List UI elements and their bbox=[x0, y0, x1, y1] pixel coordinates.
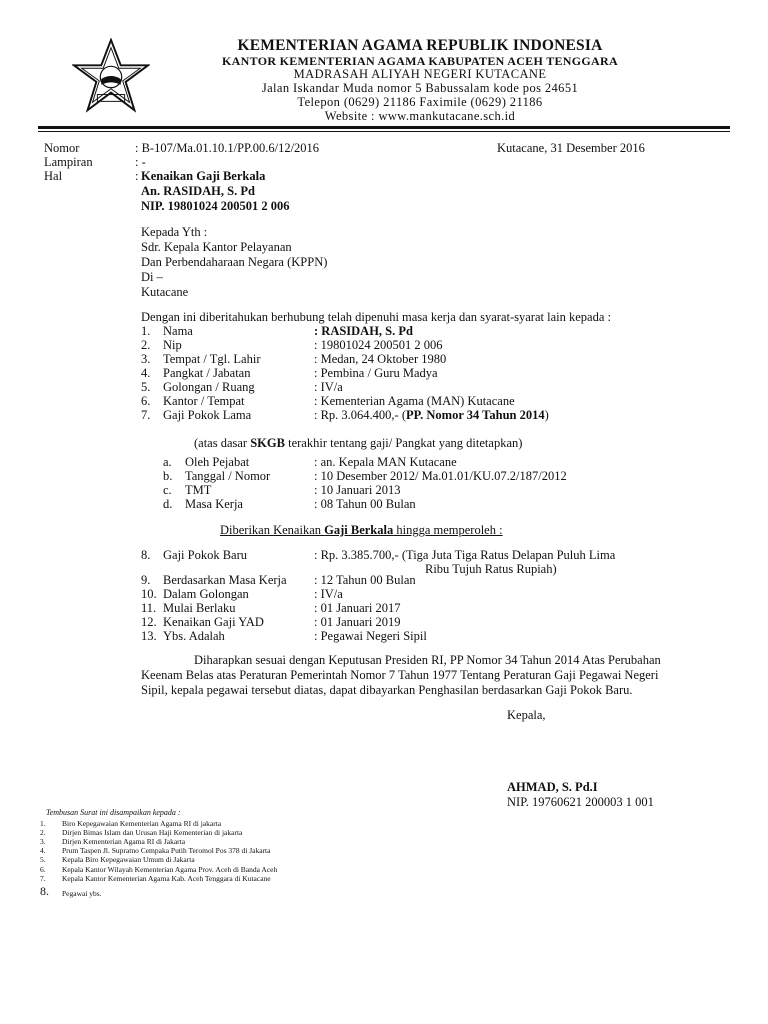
cc-number: 1. bbox=[40, 819, 46, 828]
cc-number: 5. bbox=[40, 855, 46, 864]
cc-item: Kepala Kantor Wilayah Kementerian Agama Prov. Aceh di Banda Aceh bbox=[62, 865, 278, 874]
recipient-city: Kutacane bbox=[141, 285, 189, 299]
cc-item: Kepala Biro Kepegawaian Umum di Jakarta bbox=[62, 855, 195, 864]
sub-item-value: : 08 Tahun 00 Bulan bbox=[314, 497, 416, 511]
letterhead-divider-thick bbox=[38, 126, 730, 129]
item-label: Gaji Pokok Lama bbox=[163, 408, 252, 422]
item-number: 6. bbox=[141, 394, 151, 408]
nomor-label: Nomor bbox=[44, 141, 80, 155]
basis-note: (atas dasar SKGB terakhir tentang gaji/ Pangkat yang ditetapkan) bbox=[194, 436, 523, 450]
sub-item-label: TMT bbox=[185, 483, 212, 497]
letterhead-divider-thin bbox=[38, 131, 730, 132]
hal-label: Hal bbox=[44, 169, 63, 183]
cc-number: 3. bbox=[40, 837, 46, 846]
sub-item-value: : 10 Januari 2013 bbox=[314, 483, 401, 497]
cc-title: Tembusan Surat ini disampaikan kepada : bbox=[46, 808, 181, 817]
item-number: 8. bbox=[141, 548, 151, 562]
item-label: Pangkat / Jabatan bbox=[163, 366, 251, 380]
hal-name: An. RASIDAH, S. Pd bbox=[141, 184, 255, 198]
item-number: 1. bbox=[141, 324, 151, 338]
item-value: : Medan, 24 Oktober 1980 bbox=[314, 352, 447, 366]
signatory-name: AHMAD, S. Pd.I bbox=[507, 780, 598, 794]
item-value: : 19801024 200501 2 006 bbox=[314, 338, 443, 352]
item-number: 12. bbox=[141, 615, 157, 629]
letterhead-website: Website : www.mankutacane.sch.id bbox=[324, 109, 516, 123]
item-label: Nama bbox=[163, 324, 193, 338]
item-value: : 01 Januari 2019 bbox=[314, 615, 401, 629]
closing-line-1: Diharapkan sesuai dengan Keputusan Presiden RI, PP Nomor 34 Tahun 2014 Atas Perubahan bbox=[194, 653, 661, 667]
nomor-value: : B-107/Ma.01.10.1/PP.00.6/12/2016 bbox=[135, 141, 320, 155]
sub-item-letter: d. bbox=[163, 497, 173, 511]
letterhead-office: KANTOR KEMENTERIAN AGAMA KABUPATEN ACEH TENGGARA bbox=[222, 54, 618, 68]
item-value: : Rp. 3.064.400,- (PP. Nomor 34 Tahun 2014) bbox=[314, 408, 549, 422]
lampiran-label: Lampiran bbox=[44, 155, 93, 169]
cc-item: Kepala Kantor Kementerian Agama Kab. Aceh Tenggara di Kutacane bbox=[62, 874, 271, 883]
item-number: 11. bbox=[141, 601, 157, 615]
letterhead-phone: Telepon (0629) 21186 Faximile (0629) 21186 bbox=[297, 95, 543, 109]
intro-text: Dengan ini diberitahukan berhubung telah dipenuhi masa kerja dan syarat-syarat lain kepada : bbox=[141, 310, 611, 324]
item-value: : Pembina / Guru Madya bbox=[314, 366, 438, 380]
cc-item: Dirjen Bimas Islam dan Urusan Haji Kementerian di jakarta bbox=[62, 828, 243, 837]
lampiran-value: : - bbox=[135, 155, 146, 169]
item-label: Golongan / Ruang bbox=[163, 380, 255, 394]
item-label: Mulai Berlaku bbox=[163, 601, 236, 615]
cc-item: Dirjen Kementerian Agama RI di Jakarta bbox=[62, 837, 186, 846]
cc-item: Pegawai ybs. bbox=[62, 889, 102, 898]
sub-item-letter: c. bbox=[163, 483, 172, 497]
kemenag-logo-icon bbox=[72, 38, 150, 116]
cc-number: 4. bbox=[40, 846, 46, 855]
cc-number: 6. bbox=[40, 865, 46, 874]
item-value: : 01 Januari 2017 bbox=[314, 601, 401, 615]
raise-heading: Diberikan Kenaikan Gaji Berkala hingga memperoleh : bbox=[220, 523, 503, 537]
item-label: Nip bbox=[163, 338, 182, 352]
sub-item-label: Masa Kerja bbox=[185, 497, 243, 511]
cc-item: Prum Taspen Jl. Supratno Cempaka Putih Teromol Pos 378 di Jakarta bbox=[62, 846, 271, 855]
letterhead-address: Jalan Iskandar Muda nomor 5 Babussalam kode pos 24651 bbox=[261, 81, 579, 95]
sub-item-label: Oleh Pejabat bbox=[185, 455, 250, 469]
item-number: 9. bbox=[141, 573, 151, 587]
sub-item-value: : an. Kepala MAN Kutacane bbox=[314, 455, 457, 469]
item-number: 7. bbox=[141, 408, 151, 422]
item-label: Berdasarkan Masa Kerja bbox=[163, 573, 287, 587]
closing-line-2: Keenam Belas atas Peraturan Pemerintah Nomor 7 Tahun 1977 Tentang Peraturan Gaji Pegawai Negeri bbox=[141, 668, 659, 682]
item-label: Gaji Pokok Baru bbox=[163, 548, 248, 562]
item-value: : IV/a bbox=[314, 380, 343, 394]
cc-item: Biro Kepegawaian Kementerian Agama RI di jakarta bbox=[62, 819, 222, 828]
item-value-continued: Ribu Tujuh Ratus Rupiah) bbox=[425, 562, 557, 576]
item-number: 2. bbox=[141, 338, 151, 352]
cc-number: 7. bbox=[40, 874, 46, 883]
recipient-line-1: Sdr. Kepala Kantor Pelayanan bbox=[141, 240, 292, 254]
sub-item-letter: b. bbox=[163, 469, 173, 483]
recipient-greeting: Kepada Yth : bbox=[141, 225, 208, 239]
item-label: Tempat / Tgl. Lahir bbox=[163, 352, 261, 366]
item-label: Kenaikan Gaji YAD bbox=[163, 615, 264, 629]
item-value: : RASIDAH, S. Pd bbox=[314, 324, 413, 338]
recipient-line-2: Dan Perbendaharaan Negara (KPPN) bbox=[141, 255, 328, 269]
cc-number: 8. bbox=[40, 884, 49, 898]
hal-nip: NIP. 19801024 200501 2 006 bbox=[141, 199, 290, 213]
cc-number: 2. bbox=[40, 828, 46, 837]
signature-title: Kepala, bbox=[507, 708, 546, 722]
hal-subject: Kenaikan Gaji Berkala bbox=[141, 169, 266, 183]
letterhead-ministry: KEMENTERIAN AGAMA REPUBLIK INDONESIA bbox=[237, 37, 603, 54]
closing-line-3: Sipil, kepala pegawai tersebut diatas, dapat dibayarkan Penghasilan berdasarkan Gaji Pokok Baru. bbox=[141, 683, 633, 697]
item-number: 4. bbox=[141, 366, 151, 380]
sub-item-label: Tanggal / Nomor bbox=[185, 469, 271, 483]
item-value: : Kementerian Agama (MAN) Kutacane bbox=[314, 394, 515, 408]
item-value: : IV/a bbox=[314, 587, 343, 601]
signatory-nip: NIP. 19760621 200003 1 001 bbox=[507, 795, 654, 809]
item-value: : Rp. 3.385.700,- (Tiga Juta Tiga Ratus Delapan Puluh Lima bbox=[314, 548, 616, 562]
item-label: Kantor / Tempat bbox=[163, 394, 245, 408]
letter-date: Kutacane, 31 Desember 2016 bbox=[497, 141, 645, 155]
item-value: : Pegawai Negeri Sipil bbox=[314, 629, 427, 643]
sub-item-value: : 10 Desember 2012/ Ma.01.01/KU.07.2/187/2012 bbox=[314, 469, 567, 483]
sub-item-letter: a. bbox=[163, 455, 172, 469]
item-number: 13. bbox=[141, 629, 157, 643]
letterhead-school: MADRASAH ALIYAH NEGERI KUTACANE bbox=[293, 67, 547, 81]
recipient-line-3: Di – bbox=[141, 270, 163, 284]
item-number: 3. bbox=[141, 352, 151, 366]
item-number: 10. bbox=[141, 587, 157, 601]
item-label: Ybs. Adalah bbox=[163, 629, 225, 643]
item-label: Dalam Golongan bbox=[163, 587, 249, 601]
item-value: : 12 Tahun 00 Bulan bbox=[314, 573, 416, 587]
item-number: 5. bbox=[141, 380, 151, 394]
hal-colon: : bbox=[135, 169, 139, 183]
